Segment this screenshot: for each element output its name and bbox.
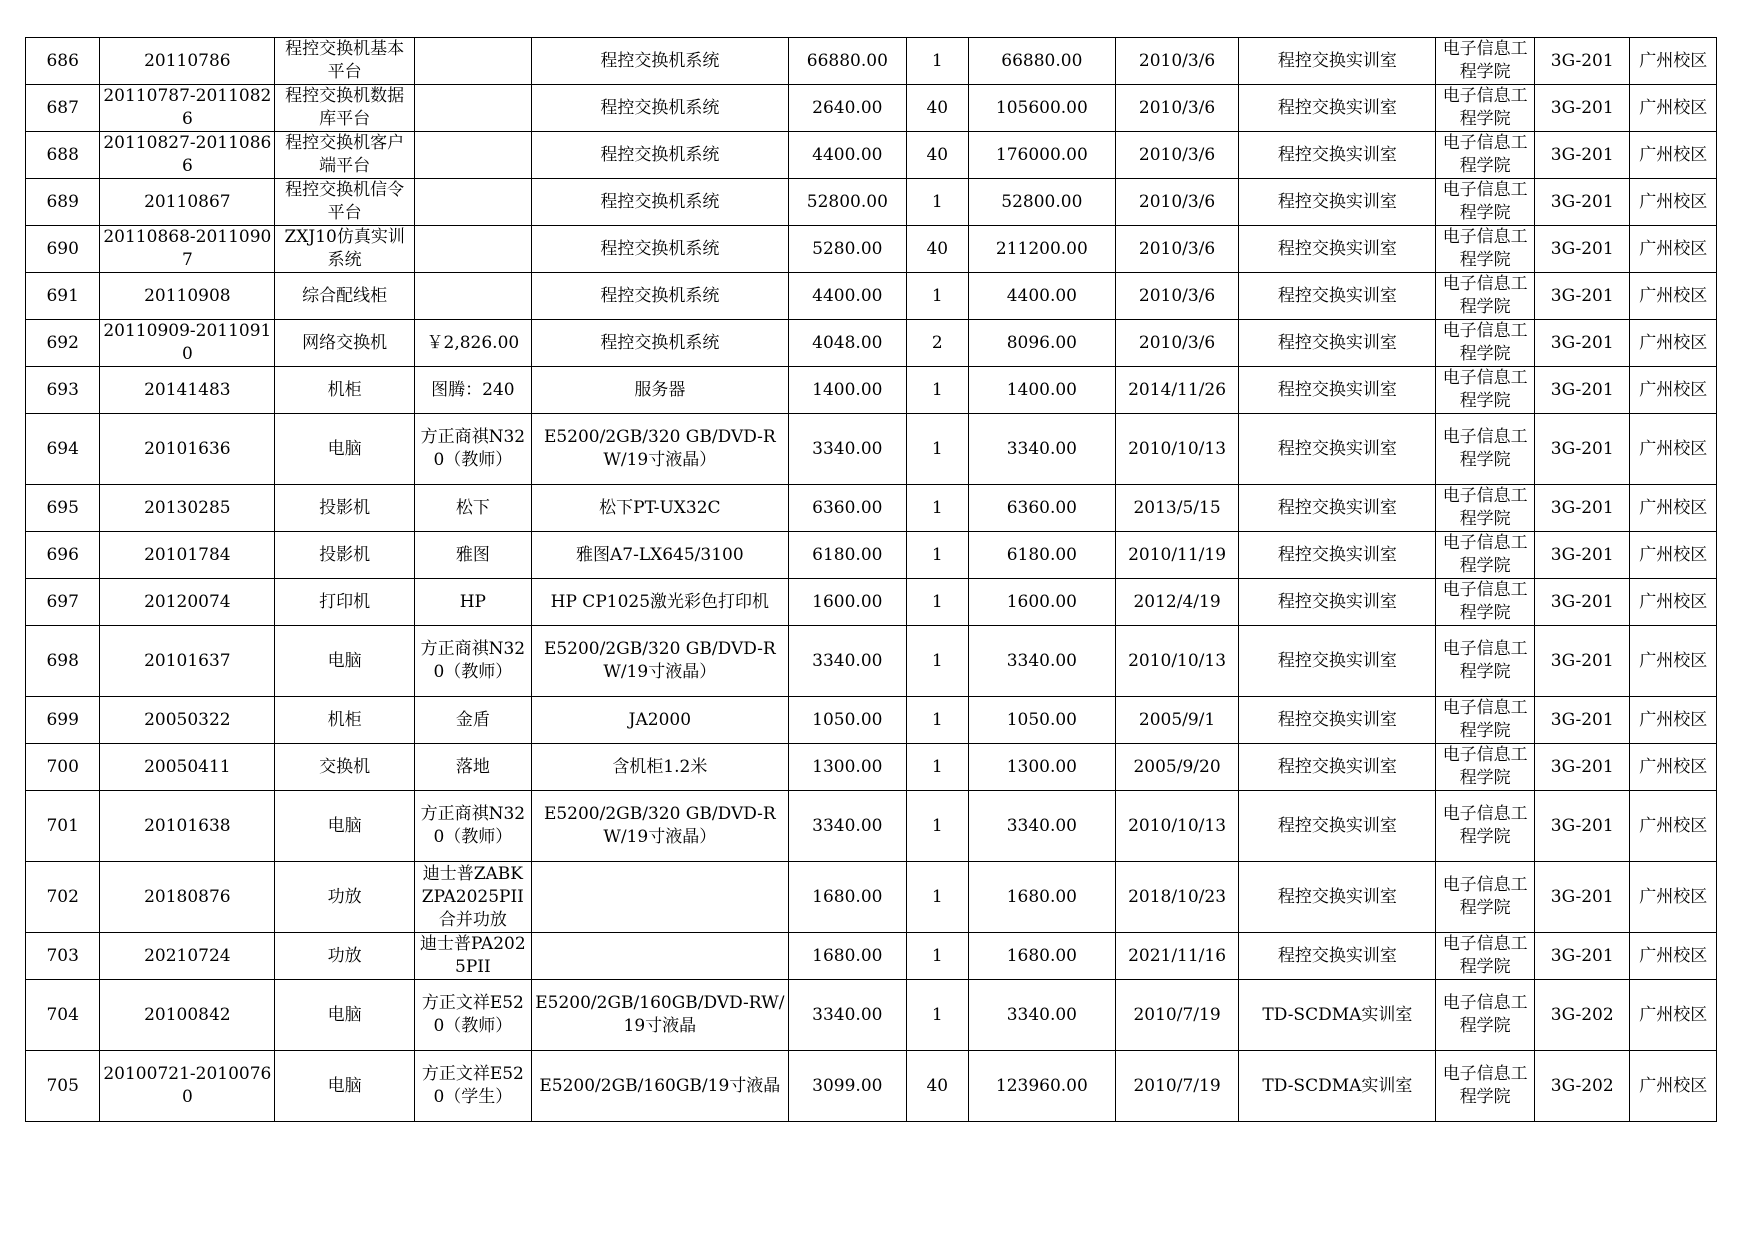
- total-amount-cell: 52800.00: [968, 179, 1115, 226]
- asset-name-cell: ZXJ10仿真实训系统: [275, 226, 415, 273]
- asset-name-cell: 程控交换机数据库平台: [275, 85, 415, 132]
- model-spec-cell: 雅图A7-LX645/3100: [531, 532, 788, 579]
- total-amount-cell: 3340.00: [968, 414, 1115, 485]
- brand-cell: [415, 226, 532, 273]
- campus-cell: 广州校区: [1630, 132, 1717, 179]
- asset-table: [25, 37, 1717, 1122]
- asset-number-cell: 20110908: [100, 273, 275, 320]
- asset-number-cell: 20050322: [100, 697, 275, 744]
- total-amount-cell: 8096.00: [968, 320, 1115, 367]
- table-row: [26, 179, 1717, 226]
- quantity-cell: 1: [906, 179, 968, 226]
- brand-cell: 图腾：240: [415, 367, 532, 414]
- asset-name-cell: 功放: [275, 933, 415, 980]
- seq-cell: 701: [26, 791, 100, 862]
- lab-room-cell: 程控交换实训室: [1239, 38, 1436, 85]
- model-spec-cell: 程控交换机系统: [531, 38, 788, 85]
- seq-cell: 700: [26, 744, 100, 791]
- unit-price-cell: 4048.00: [789, 320, 907, 367]
- asset-number-cell: 20110868-20110907: [100, 226, 275, 273]
- campus-cell: 广州校区: [1630, 485, 1717, 532]
- model-spec-cell: E5200/2GB/320 GB/DVD-RW/19寸液晶）: [531, 626, 788, 697]
- department-cell: 电子信息工程学院: [1436, 626, 1535, 697]
- campus-cell: 广州校区: [1630, 744, 1717, 791]
- table-row: [26, 980, 1717, 1051]
- purchase-date-cell: 2013/5/15: [1115, 485, 1239, 532]
- lab-room-cell: 程控交换实训室: [1239, 744, 1436, 791]
- brand-cell: [415, 38, 532, 85]
- seq-cell: 686: [26, 38, 100, 85]
- seq-cell: 695: [26, 485, 100, 532]
- quantity-cell: 1: [906, 414, 968, 485]
- purchase-date-cell: 2005/9/20: [1115, 744, 1239, 791]
- model-spec-cell: HP CP1025激光彩色打印机: [531, 579, 788, 626]
- room-number-cell: 3G-201: [1534, 367, 1630, 414]
- room-number-cell: 3G-201: [1534, 744, 1630, 791]
- seq-cell: 691: [26, 273, 100, 320]
- quantity-cell: 40: [906, 85, 968, 132]
- room-number-cell: 3G-201: [1534, 579, 1630, 626]
- brand-cell: 方正商祺N320（教师）: [415, 626, 532, 697]
- total-amount-cell: 1680.00: [968, 862, 1115, 933]
- seq-cell: 702: [26, 862, 100, 933]
- table-row: [26, 579, 1717, 626]
- unit-price-cell: 1400.00: [789, 367, 907, 414]
- model-spec-cell: 程控交换机系统: [531, 273, 788, 320]
- seq-cell: 689: [26, 179, 100, 226]
- quantity-cell: 1: [906, 862, 968, 933]
- total-amount-cell: 176000.00: [968, 132, 1115, 179]
- brand-cell: 方正商祺N320（教师）: [415, 791, 532, 862]
- asset-name-cell: 电脑: [275, 1051, 415, 1122]
- room-number-cell: 3G-201: [1534, 320, 1630, 367]
- total-amount-cell: 105600.00: [968, 85, 1115, 132]
- quantity-cell: 1: [906, 485, 968, 532]
- room-number-cell: 3G-201: [1534, 132, 1630, 179]
- lab-room-cell: 程控交换实训室: [1239, 85, 1436, 132]
- asset-number-cell: 20101784: [100, 532, 275, 579]
- asset-name-cell: 机柜: [275, 697, 415, 744]
- asset-name-cell: 打印机: [275, 579, 415, 626]
- room-number-cell: 3G-201: [1534, 933, 1630, 980]
- brand-cell: ￥2,826.00: [415, 320, 532, 367]
- purchase-date-cell: 2021/11/16: [1115, 933, 1239, 980]
- purchase-date-cell: 2010/3/6: [1115, 273, 1239, 320]
- asset-name-cell: 机柜: [275, 367, 415, 414]
- room-number-cell: 3G-202: [1534, 980, 1630, 1051]
- purchase-date-cell: 2010/10/13: [1115, 791, 1239, 862]
- brand-cell: 金盾: [415, 697, 532, 744]
- campus-cell: 广州校区: [1630, 226, 1717, 273]
- asset-name-cell: 电脑: [275, 791, 415, 862]
- table-row: [26, 367, 1717, 414]
- department-cell: 电子信息工程学院: [1436, 38, 1535, 85]
- table-row: [26, 532, 1717, 579]
- lab-room-cell: 程控交换实训室: [1239, 273, 1436, 320]
- seq-cell: 703: [26, 933, 100, 980]
- total-amount-cell: 1300.00: [968, 744, 1115, 791]
- model-spec-cell: 服务器: [531, 367, 788, 414]
- unit-price-cell: 3340.00: [789, 626, 907, 697]
- table-row: [26, 273, 1717, 320]
- purchase-date-cell: 2010/3/6: [1115, 38, 1239, 85]
- room-number-cell: 3G-201: [1534, 85, 1630, 132]
- seq-cell: 688: [26, 132, 100, 179]
- brand-cell: HP: [415, 579, 532, 626]
- campus-cell: 广州校区: [1630, 414, 1717, 485]
- purchase-date-cell: 2010/3/6: [1115, 85, 1239, 132]
- department-cell: 电子信息工程学院: [1436, 532, 1535, 579]
- department-cell: 电子信息工程学院: [1436, 320, 1535, 367]
- asset-name-cell: 电脑: [275, 414, 415, 485]
- quantity-cell: 1: [906, 933, 968, 980]
- model-spec-cell: [531, 862, 788, 933]
- lab-room-cell: 程控交换实训室: [1239, 367, 1436, 414]
- campus-cell: 广州校区: [1630, 791, 1717, 862]
- model-spec-cell: [531, 933, 788, 980]
- model-spec-cell: E5200/2GB/320 GB/DVD-RW/19寸液晶）: [531, 791, 788, 862]
- asset-number-cell: 20101636: [100, 414, 275, 485]
- table-row: [26, 744, 1717, 791]
- unit-price-cell: 3099.00: [789, 1051, 907, 1122]
- unit-price-cell: 1300.00: [789, 744, 907, 791]
- quantity-cell: 1: [906, 273, 968, 320]
- quantity-cell: 1: [906, 791, 968, 862]
- room-number-cell: 3G-201: [1534, 697, 1630, 744]
- room-number-cell: 3G-201: [1534, 179, 1630, 226]
- unit-price-cell: 5280.00: [789, 226, 907, 273]
- asset-name-cell: 综合配线柜: [275, 273, 415, 320]
- table-row: [26, 697, 1717, 744]
- department-cell: 电子信息工程学院: [1436, 179, 1535, 226]
- department-cell: 电子信息工程学院: [1436, 85, 1535, 132]
- total-amount-cell: 66880.00: [968, 38, 1115, 85]
- campus-cell: 广州校区: [1630, 38, 1717, 85]
- department-cell: 电子信息工程学院: [1436, 414, 1535, 485]
- total-amount-cell: 6360.00: [968, 485, 1115, 532]
- seq-cell: 697: [26, 579, 100, 626]
- purchase-date-cell: 2010/10/13: [1115, 626, 1239, 697]
- department-cell: 电子信息工程学院: [1436, 226, 1535, 273]
- unit-price-cell: 1600.00: [789, 579, 907, 626]
- unit-price-cell: 1050.00: [789, 697, 907, 744]
- campus-cell: 广州校区: [1630, 980, 1717, 1051]
- campus-cell: 广州校区: [1630, 697, 1717, 744]
- total-amount-cell: 123960.00: [968, 1051, 1115, 1122]
- table-row: [26, 226, 1717, 273]
- table-row: [26, 791, 1717, 862]
- asset-name-cell: 投影机: [275, 532, 415, 579]
- table-row: [26, 485, 1717, 532]
- room-number-cell: 3G-202: [1534, 1051, 1630, 1122]
- table-row: [26, 414, 1717, 485]
- quantity-cell: 1: [906, 697, 968, 744]
- total-amount-cell: 6180.00: [968, 532, 1115, 579]
- asset-name-cell: 网络交换机: [275, 320, 415, 367]
- campus-cell: 广州校区: [1630, 367, 1717, 414]
- model-spec-cell: E5200/2GB/160GB/19寸液晶: [531, 1051, 788, 1122]
- model-spec-cell: 程控交换机系统: [531, 226, 788, 273]
- purchase-date-cell: 2010/7/19: [1115, 1051, 1239, 1122]
- model-spec-cell: E5200/2GB/160GB/DVD-RW/19寸液晶: [531, 980, 788, 1051]
- asset-name-cell: 程控交换机信令平台: [275, 179, 415, 226]
- asset-number-cell: 20120074: [100, 579, 275, 626]
- department-cell: 电子信息工程学院: [1436, 485, 1535, 532]
- room-number-cell: 3G-201: [1534, 273, 1630, 320]
- lab-room-cell: 程控交换实训室: [1239, 532, 1436, 579]
- purchase-date-cell: 2010/3/6: [1115, 179, 1239, 226]
- quantity-cell: 1: [906, 532, 968, 579]
- lab-room-cell: 程控交换实训室: [1239, 579, 1436, 626]
- room-number-cell: 3G-201: [1534, 485, 1630, 532]
- lab-room-cell: 程控交换实训室: [1239, 626, 1436, 697]
- quantity-cell: 40: [906, 1051, 968, 1122]
- brand-cell: 松下: [415, 485, 532, 532]
- total-amount-cell: 1600.00: [968, 579, 1115, 626]
- asset-number-cell: 20100842: [100, 980, 275, 1051]
- total-amount-cell: 3340.00: [968, 626, 1115, 697]
- campus-cell: 广州校区: [1630, 933, 1717, 980]
- asset-number-cell: 20210724: [100, 933, 275, 980]
- table-row: [26, 933, 1717, 980]
- unit-price-cell: 4400.00: [789, 132, 907, 179]
- model-spec-cell: 程控交换机系统: [531, 85, 788, 132]
- asset-number-cell: 20110867: [100, 179, 275, 226]
- asset-number-cell: 20100721-20100760: [100, 1051, 275, 1122]
- total-amount-cell: 1050.00: [968, 697, 1115, 744]
- unit-price-cell: 3340.00: [789, 414, 907, 485]
- room-number-cell: 3G-201: [1534, 626, 1630, 697]
- asset-number-cell: 20141483: [100, 367, 275, 414]
- brand-cell: 雅图: [415, 532, 532, 579]
- purchase-date-cell: 2010/7/19: [1115, 980, 1239, 1051]
- model-spec-cell: JA2000: [531, 697, 788, 744]
- seq-cell: 696: [26, 532, 100, 579]
- asset-number-cell: 20180876: [100, 862, 275, 933]
- seq-cell: 699: [26, 697, 100, 744]
- asset-number-cell: 20110827-20110866: [100, 132, 275, 179]
- asset-name-cell: 电脑: [275, 980, 415, 1051]
- lab-room-cell: 程控交换实训室: [1239, 179, 1436, 226]
- unit-price-cell: 1680.00: [789, 933, 907, 980]
- table-row: [26, 38, 1717, 85]
- brand-cell: [415, 273, 532, 320]
- seq-cell: 692: [26, 320, 100, 367]
- asset-number-cell: 20110786: [100, 38, 275, 85]
- seq-cell: 693: [26, 367, 100, 414]
- model-spec-cell: E5200/2GB/320 GB/DVD-RW/19寸液晶）: [531, 414, 788, 485]
- purchase-date-cell: 2010/3/6: [1115, 320, 1239, 367]
- seq-cell: 687: [26, 85, 100, 132]
- department-cell: 电子信息工程学院: [1436, 1051, 1535, 1122]
- quantity-cell: 40: [906, 132, 968, 179]
- department-cell: 电子信息工程学院: [1436, 933, 1535, 980]
- lab-room-cell: TD-SCDMA实训室: [1239, 1051, 1436, 1122]
- asset-name-cell: 程控交换机基本平台: [275, 38, 415, 85]
- quantity-cell: 1: [906, 367, 968, 414]
- purchase-date-cell: 2010/3/6: [1115, 226, 1239, 273]
- room-number-cell: 3G-201: [1534, 414, 1630, 485]
- lab-room-cell: 程控交换实训室: [1239, 414, 1436, 485]
- seq-cell: 690: [26, 226, 100, 273]
- campus-cell: 广州校区: [1630, 862, 1717, 933]
- purchase-date-cell: 2010/11/19: [1115, 532, 1239, 579]
- quantity-cell: 1: [906, 38, 968, 85]
- room-number-cell: 3G-201: [1534, 226, 1630, 273]
- lab-room-cell: 程控交换实训室: [1239, 226, 1436, 273]
- unit-price-cell: 4400.00: [789, 273, 907, 320]
- department-cell: 电子信息工程学院: [1436, 579, 1535, 626]
- quantity-cell: 40: [906, 226, 968, 273]
- campus-cell: 广州校区: [1630, 579, 1717, 626]
- department-cell: 电子信息工程学院: [1436, 132, 1535, 179]
- unit-price-cell: 6180.00: [789, 532, 907, 579]
- brand-cell: 落地: [415, 744, 532, 791]
- lab-room-cell: TD-SCDMA实训室: [1239, 980, 1436, 1051]
- room-number-cell: 3G-201: [1534, 791, 1630, 862]
- department-cell: 电子信息工程学院: [1436, 980, 1535, 1051]
- lab-room-cell: 程控交换实训室: [1239, 485, 1436, 532]
- model-spec-cell: 程控交换机系统: [531, 132, 788, 179]
- campus-cell: 广州校区: [1630, 273, 1717, 320]
- quantity-cell: 2: [906, 320, 968, 367]
- unit-price-cell: 2640.00: [789, 85, 907, 132]
- lab-room-cell: 程控交换实训室: [1239, 132, 1436, 179]
- asset-number-cell: 20050411: [100, 744, 275, 791]
- room-number-cell: 3G-201: [1534, 532, 1630, 579]
- asset-name-cell: 程控交换机客户端平台: [275, 132, 415, 179]
- asset-number-cell: 20130285: [100, 485, 275, 532]
- quantity-cell: 1: [906, 579, 968, 626]
- department-cell: 电子信息工程学院: [1436, 862, 1535, 933]
- unit-price-cell: 3340.00: [789, 980, 907, 1051]
- campus-cell: 广州校区: [1630, 1051, 1717, 1122]
- quantity-cell: 1: [906, 744, 968, 791]
- model-spec-cell: 程控交换机系统: [531, 320, 788, 367]
- total-amount-cell: 3340.00: [968, 980, 1115, 1051]
- total-amount-cell: 211200.00: [968, 226, 1115, 273]
- lab-room-cell: 程控交换实训室: [1239, 933, 1436, 980]
- asset-name-cell: 交换机: [275, 744, 415, 791]
- quantity-cell: 1: [906, 980, 968, 1051]
- brand-cell: 迪士普ZABKZPA2025PII合并功放: [415, 862, 532, 933]
- campus-cell: 广州校区: [1630, 320, 1717, 367]
- table-row: [26, 85, 1717, 132]
- asset-name-cell: 电脑: [275, 626, 415, 697]
- quantity-cell: 1: [906, 626, 968, 697]
- total-amount-cell: 1400.00: [968, 367, 1115, 414]
- brand-cell: 迪士普PA2025PII: [415, 933, 532, 980]
- model-spec-cell: 程控交换机系统: [531, 179, 788, 226]
- department-cell: 电子信息工程学院: [1436, 367, 1535, 414]
- table-body: [26, 38, 1717, 1122]
- purchase-date-cell: 2014/11/26: [1115, 367, 1239, 414]
- lab-room-cell: 程控交换实训室: [1239, 697, 1436, 744]
- model-spec-cell: 含机柜1.2米: [531, 744, 788, 791]
- campus-cell: 广州校区: [1630, 179, 1717, 226]
- purchase-date-cell: 2010/10/13: [1115, 414, 1239, 485]
- unit-price-cell: 66880.00: [789, 38, 907, 85]
- unit-price-cell: 3340.00: [789, 791, 907, 862]
- seq-cell: 698: [26, 626, 100, 697]
- table-row: [26, 132, 1717, 179]
- purchase-date-cell: 2005/9/1: [1115, 697, 1239, 744]
- total-amount-cell: 3340.00: [968, 791, 1115, 862]
- total-amount-cell: 1680.00: [968, 933, 1115, 980]
- table-row: [26, 320, 1717, 367]
- asset-name-cell: 功放: [275, 862, 415, 933]
- seq-cell: 704: [26, 980, 100, 1051]
- campus-cell: 广州校区: [1630, 532, 1717, 579]
- lab-room-cell: 程控交换实训室: [1239, 791, 1436, 862]
- lab-room-cell: 程控交换实训室: [1239, 320, 1436, 367]
- table-row: [26, 626, 1717, 697]
- purchase-date-cell: 2012/4/19: [1115, 579, 1239, 626]
- purchase-date-cell: 2018/10/23: [1115, 862, 1239, 933]
- lab-room-cell: 程控交换实训室: [1239, 862, 1436, 933]
- department-cell: 电子信息工程学院: [1436, 697, 1535, 744]
- total-amount-cell: 4400.00: [968, 273, 1115, 320]
- department-cell: 电子信息工程学院: [1436, 273, 1535, 320]
- campus-cell: 广州校区: [1630, 626, 1717, 697]
- model-spec-cell: 松下PT-UX32C: [531, 485, 788, 532]
- asset-number-cell: 20110787-20110826: [100, 85, 275, 132]
- asset-name-cell: 投影机: [275, 485, 415, 532]
- table-row: [26, 1051, 1717, 1122]
- campus-cell: 广州校区: [1630, 85, 1717, 132]
- room-number-cell: 3G-201: [1534, 38, 1630, 85]
- brand-cell: [415, 132, 532, 179]
- asset-number-cell: 20101637: [100, 626, 275, 697]
- brand-cell: 方正商祺N320（教师）: [415, 414, 532, 485]
- department-cell: 电子信息工程学院: [1436, 744, 1535, 791]
- table-row: [26, 862, 1717, 933]
- asset-number-cell: 20110909-20110910: [100, 320, 275, 367]
- purchase-date-cell: 2010/3/6: [1115, 132, 1239, 179]
- seq-cell: 705: [26, 1051, 100, 1122]
- brand-cell: 方正文祥E520（教师）: [415, 980, 532, 1051]
- seq-cell: 694: [26, 414, 100, 485]
- brand-cell: 方正文祥E520（学生）: [415, 1051, 532, 1122]
- asset-number-cell: 20101638: [100, 791, 275, 862]
- department-cell: 电子信息工程学院: [1436, 791, 1535, 862]
- brand-cell: [415, 179, 532, 226]
- room-number-cell: 3G-201: [1534, 862, 1630, 933]
- unit-price-cell: 52800.00: [789, 179, 907, 226]
- unit-price-cell: 6360.00: [789, 485, 907, 532]
- unit-price-cell: 1680.00: [789, 862, 907, 933]
- brand-cell: [415, 85, 532, 132]
